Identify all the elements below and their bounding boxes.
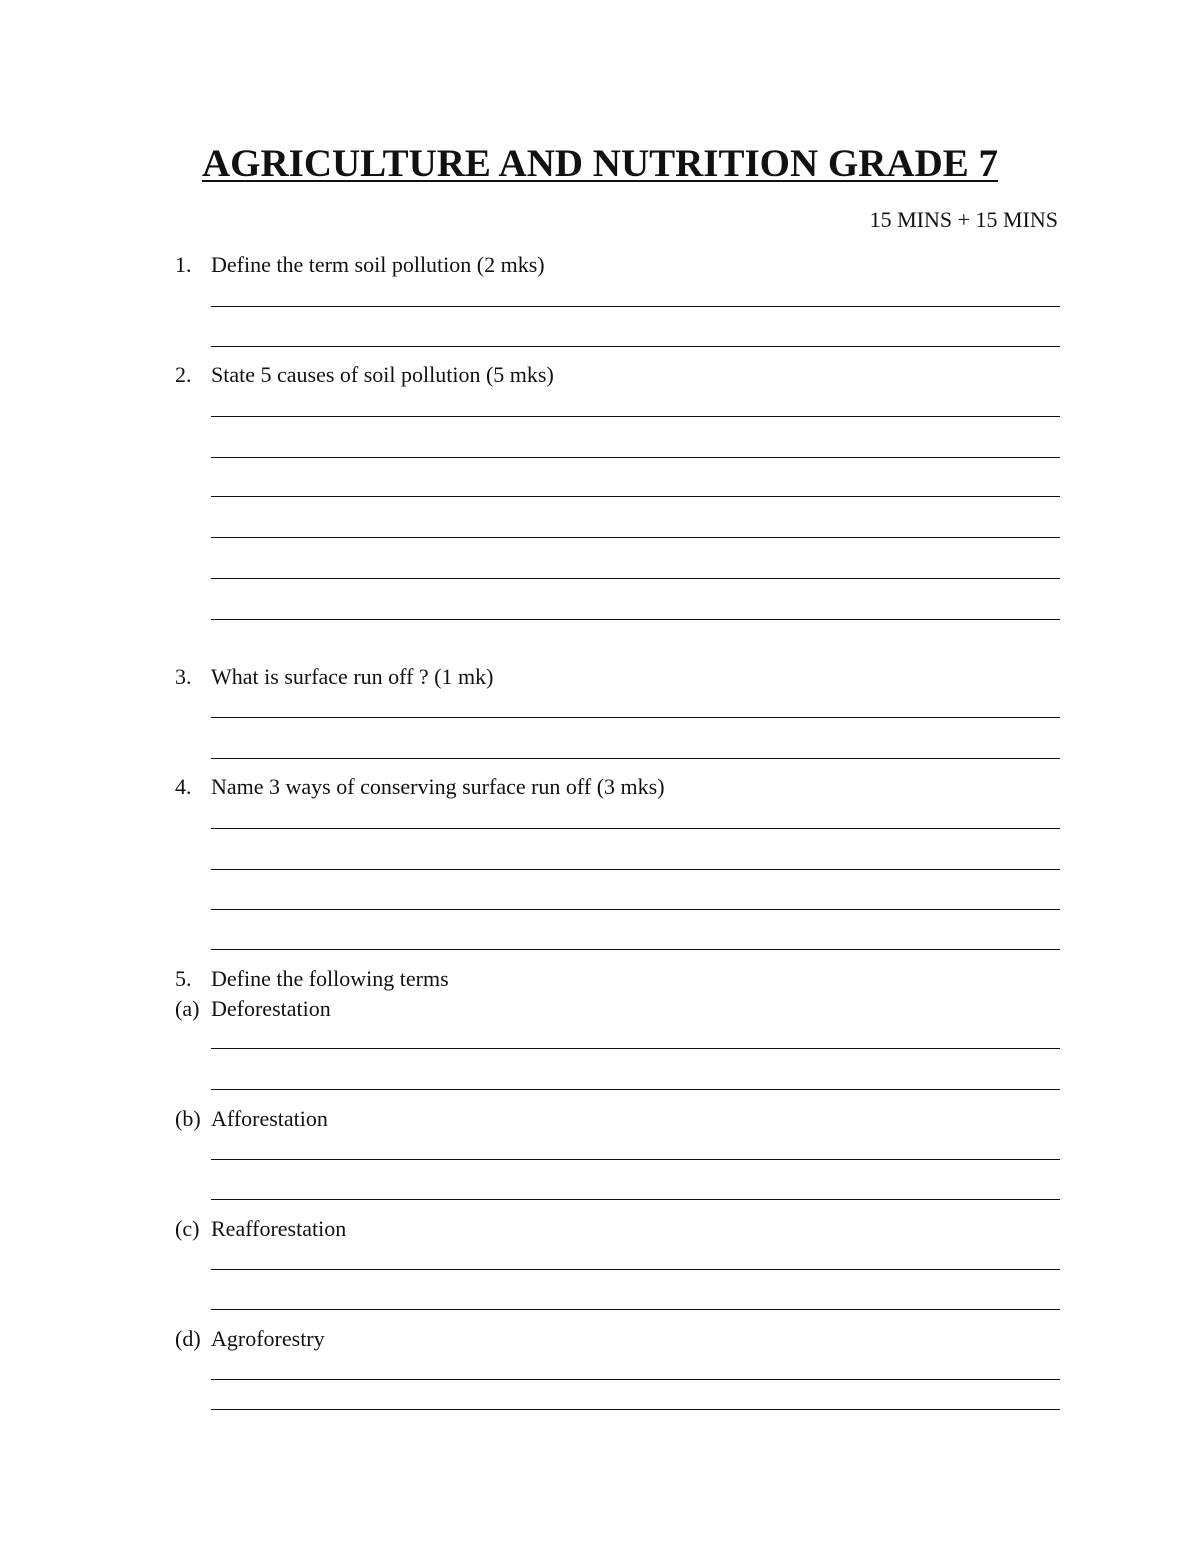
answer-line[interactable] <box>211 537 1060 538</box>
answer-line[interactable] <box>211 1409 1060 1410</box>
answer-line[interactable] <box>211 828 1060 829</box>
answer-line[interactable] <box>211 346 1060 347</box>
answer-line[interactable] <box>211 578 1060 579</box>
answer-line[interactable] <box>211 1159 1060 1160</box>
question-text: What is surface run off ? (1 mk) <box>211 664 494 689</box>
answer-line[interactable] <box>211 457 1060 458</box>
question-number: 5. <box>175 966 192 991</box>
answer-line[interactable] <box>211 1199 1060 1200</box>
answer-line[interactable] <box>211 949 1060 950</box>
question-number: 3. <box>175 664 192 689</box>
answer-line[interactable] <box>211 758 1060 759</box>
subpart-text: Afforestation <box>211 1106 328 1131</box>
question-number: 2. <box>175 362 192 387</box>
answer-line[interactable] <box>211 1379 1060 1380</box>
answer-line[interactable] <box>211 496 1060 497</box>
answer-line[interactable] <box>211 1309 1060 1310</box>
question-number: 1. <box>175 252 192 277</box>
subpart-text: Deforestation <box>211 996 331 1021</box>
answer-line[interactable] <box>211 1269 1060 1270</box>
answer-line[interactable] <box>211 869 1060 870</box>
answer-line[interactable] <box>211 1089 1060 1090</box>
answer-line[interactable] <box>211 619 1060 620</box>
answer-line[interactable] <box>211 909 1060 910</box>
answer-line[interactable] <box>211 416 1060 417</box>
question-text: State 5 causes of soil pollution (5 mks) <box>211 362 554 387</box>
subpart-text: Reafforestation <box>211 1216 347 1241</box>
subpart-label: (a) <box>175 996 200 1021</box>
subpart-label: (d) <box>175 1326 201 1351</box>
subpart-label: (c) <box>175 1216 200 1241</box>
time-allocation: 15 MINS + 15 MINS <box>869 207 1058 232</box>
answer-line[interactable] <box>211 1048 1060 1049</box>
question-number: 4. <box>175 774 192 799</box>
question-text: Define the following terms <box>211 966 449 991</box>
subpart-text: Agroforestry <box>211 1326 325 1351</box>
answer-line[interactable] <box>211 306 1060 307</box>
subpart-label: (b) <box>175 1106 201 1131</box>
question-text: Define the term soil pollution (2 mks) <box>211 252 545 277</box>
page-title: AGRICULTURE AND NUTRITION GRADE 7 <box>201 142 998 185</box>
answer-line[interactable] <box>211 717 1060 718</box>
question-text: Name 3 ways of conserving surface run off (3 mks) <box>211 774 665 799</box>
